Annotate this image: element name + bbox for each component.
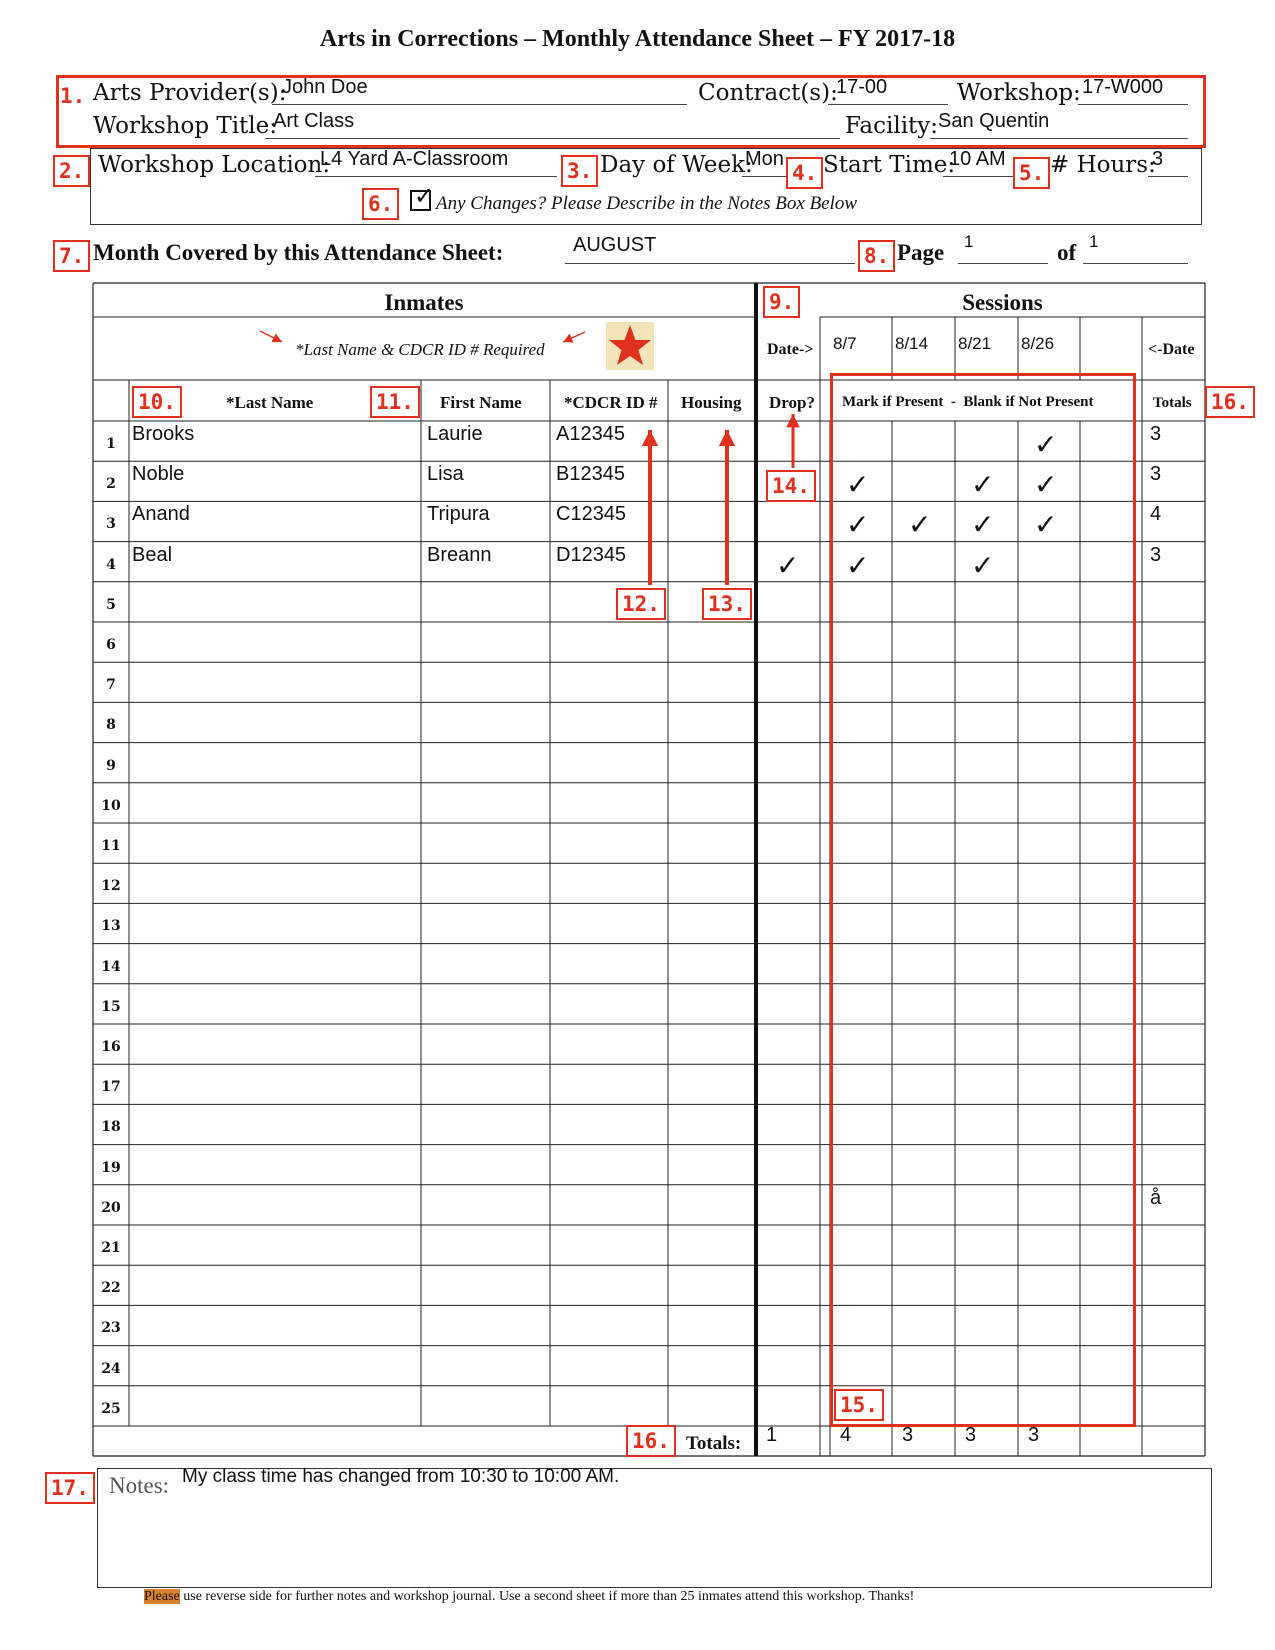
page-title: Arts in Corrections – Monthly Attendance Sheet – FY 2017-18 xyxy=(319,26,956,52)
day-value: Mon xyxy=(745,148,784,170)
cdcr-id-cell[interactable]: B12345 xyxy=(556,463,625,486)
star-icon xyxy=(606,322,654,370)
present-check-icon: ✓ xyxy=(1034,468,1058,502)
first-name-cell[interactable]: Lisa xyxy=(427,463,464,486)
session-total-4: 3 xyxy=(1028,1424,1040,1446)
workshop-title-value: Art Class xyxy=(273,110,355,132)
footer-rest: use reverse side for further notes and workshop journal. Use a second sheet if more than 25 inmates attend this workshop. Thanks! xyxy=(179,1589,915,1604)
row-number: 3 xyxy=(106,516,116,533)
session-date-3: 8/21 xyxy=(958,334,992,353)
row-number: 10 xyxy=(101,797,121,814)
col-last-name: *Last Name xyxy=(226,393,314,412)
day-label: Day of Week: xyxy=(600,152,753,178)
facility-value: San Quentin xyxy=(938,110,1050,132)
row-number: 15 xyxy=(101,998,121,1015)
hours-label: # Hours: xyxy=(1050,152,1156,178)
present-check-icon: ✓ xyxy=(971,508,995,542)
first-name-cell[interactable]: Laurie xyxy=(427,423,483,445)
page-label: Page xyxy=(897,240,945,265)
badge-11: 11. xyxy=(370,386,420,418)
badge-3: 3. xyxy=(561,155,598,187)
badge-13: 13. xyxy=(702,588,752,620)
badge-15: 15. xyxy=(834,1389,884,1421)
row-number: 19 xyxy=(101,1159,121,1176)
row-number: 2 xyxy=(106,476,116,493)
footer-note xyxy=(144,1589,914,1605)
inmates-header: Inmates xyxy=(384,290,464,315)
first-name-cell[interactable]: Breann xyxy=(427,543,492,566)
badge-2: 2. xyxy=(53,155,90,187)
row-number: 12 xyxy=(101,878,121,895)
row-number: 22 xyxy=(101,1280,121,1297)
col-totals: Totals xyxy=(1153,395,1192,411)
row-number: 20 xyxy=(101,1199,121,1216)
session-date-2: 8/14 xyxy=(895,334,929,353)
row-number: 17 xyxy=(101,1079,121,1096)
row-total-cell[interactable]: 4 xyxy=(1150,503,1162,526)
workshop-label: Workshop: xyxy=(957,80,1081,106)
month-label: Month Covered by this Attendance Sheet: xyxy=(93,240,504,265)
col-drop: Drop? xyxy=(769,393,815,412)
page-value: 1 xyxy=(964,232,974,251)
present-check-icon: ✓ xyxy=(971,548,995,582)
totals-label: Totals: xyxy=(686,1433,742,1454)
session-total-2: 3 xyxy=(902,1424,914,1446)
row-number: 24 xyxy=(101,1360,121,1377)
badge-8: 8. xyxy=(858,240,895,272)
row-number: 9 xyxy=(106,757,116,774)
last-name-cell[interactable]: Beal xyxy=(132,543,173,566)
row-number: 8 xyxy=(106,717,116,734)
workshop-title-label: Workshop Title: xyxy=(93,113,278,139)
checkbox-check-icon: ✓ xyxy=(414,183,435,210)
badge-7: 7. xyxy=(53,240,90,272)
row20-total-cell[interactable]: å xyxy=(1150,1186,1162,1209)
row-total-cell[interactable]: 3 xyxy=(1150,463,1162,486)
row-number: 13 xyxy=(101,918,121,935)
drop-check-icon: ✓ xyxy=(776,548,800,582)
sessions-header: Sessions xyxy=(962,290,1043,315)
hours-value: 3 xyxy=(1152,148,1164,170)
badge-1: 1. xyxy=(60,84,86,108)
date-left-label: Date-> xyxy=(767,341,814,358)
cdcr-id-cell[interactable]: A12345 xyxy=(556,423,625,445)
changes-label: Any Changes? Please Describe in the Notes Box Below xyxy=(436,193,858,214)
required-note: *Last Name & CDCR ID # Required xyxy=(295,340,545,359)
contract-value: 17-00 xyxy=(836,76,888,98)
last-name-cell[interactable]: Noble xyxy=(132,463,185,486)
row-number: 7 xyxy=(106,677,116,694)
start-time-label: Start Time: xyxy=(823,152,956,178)
present-check-icon: ✓ xyxy=(971,468,995,502)
notes-label: Notes: xyxy=(109,1473,170,1498)
row-number: 11 xyxy=(101,838,121,854)
row-number: 18 xyxy=(101,1119,121,1136)
row-number: 6 xyxy=(106,637,116,653)
location-label: Workshop Location: xyxy=(98,152,331,178)
footer-highlight: Please xyxy=(144,1589,180,1604)
badge-4: 4. xyxy=(786,157,823,189)
badge-16-totals-col: 16. xyxy=(1205,386,1255,418)
present-check-icon: ✓ xyxy=(1034,508,1058,542)
session-total-1: 4 xyxy=(840,1424,852,1446)
badge-16-totals-row: 16. xyxy=(626,1425,676,1457)
annotation-box-sessions xyxy=(830,373,1136,1427)
cdcr-id-cell[interactable]: D12345 xyxy=(556,543,627,566)
of-label: of xyxy=(1057,240,1077,265)
badge-14: 14. xyxy=(766,470,816,502)
first-name-cell[interactable]: Tripura xyxy=(427,503,490,526)
row-number: 16 xyxy=(101,1039,121,1055)
last-name-cell[interactable]: Brooks xyxy=(132,423,195,445)
badge-10: 10. xyxy=(132,386,182,418)
col-housing: Housing xyxy=(681,393,742,412)
contract-label: Contract(s): xyxy=(698,80,838,106)
arts-provider-value: John Doe xyxy=(282,76,368,98)
present-check-icon: ✓ xyxy=(846,508,870,542)
notes-value: My class time has changed from 10:30 to 10:00 AM. xyxy=(182,1466,620,1487)
facility-label: Facility: xyxy=(845,113,939,139)
start-time-value: 10 AM xyxy=(949,148,1006,170)
row-number: 4 xyxy=(106,556,116,573)
arrow-housing-head xyxy=(719,430,735,446)
present-check-icon: ✓ xyxy=(1034,428,1058,461)
row-total-cell[interactable]: 3 xyxy=(1150,543,1162,566)
row-number: 25 xyxy=(101,1400,121,1417)
row-number: 1 xyxy=(106,436,116,452)
badge-5: 5. xyxy=(1013,157,1050,189)
of-value: 1 xyxy=(1089,232,1099,251)
session-total-3: 3 xyxy=(965,1424,977,1446)
row-number: 23 xyxy=(101,1320,121,1337)
cdcr-id-cell[interactable]: C12345 xyxy=(556,503,627,526)
date-right-label: <-Date xyxy=(1148,341,1195,358)
session-date-4: 8/26 xyxy=(1021,334,1055,353)
arrow-cdcr-head xyxy=(642,430,658,446)
row-number: 14 xyxy=(101,958,121,975)
session-total-0: 1 xyxy=(766,1424,778,1446)
last-name-cell[interactable]: Anand xyxy=(132,503,190,526)
present-check-icon: ✓ xyxy=(908,508,932,542)
col-first-name: First Name xyxy=(440,393,522,412)
col-cdcr-id: *CDCR ID # xyxy=(564,393,658,412)
badge-17: 17. xyxy=(45,1472,95,1504)
location-value: L4 Yard A-Classroom xyxy=(320,148,509,170)
col-mark-present: Mark if Present - Blank if Not Present xyxy=(842,394,1094,410)
badge-9: 9. xyxy=(763,286,800,318)
session-date-1: 8/7 xyxy=(833,334,857,353)
workshop-value: 17-W000 xyxy=(1082,76,1164,98)
badge-6: 6. xyxy=(362,188,399,220)
annotation-box-header xyxy=(56,75,1206,148)
row-total-cell[interactable]: 3 xyxy=(1150,423,1162,445)
present-check-icon: ✓ xyxy=(846,548,870,582)
row-number: 21 xyxy=(101,1240,121,1256)
row-number: 5 xyxy=(106,596,116,613)
present-check-icon: ✓ xyxy=(846,468,870,502)
month-value: AUGUST xyxy=(573,234,657,256)
badge-12: 12. xyxy=(616,588,666,620)
arts-provider-label: Arts Provider(s): xyxy=(93,80,287,106)
